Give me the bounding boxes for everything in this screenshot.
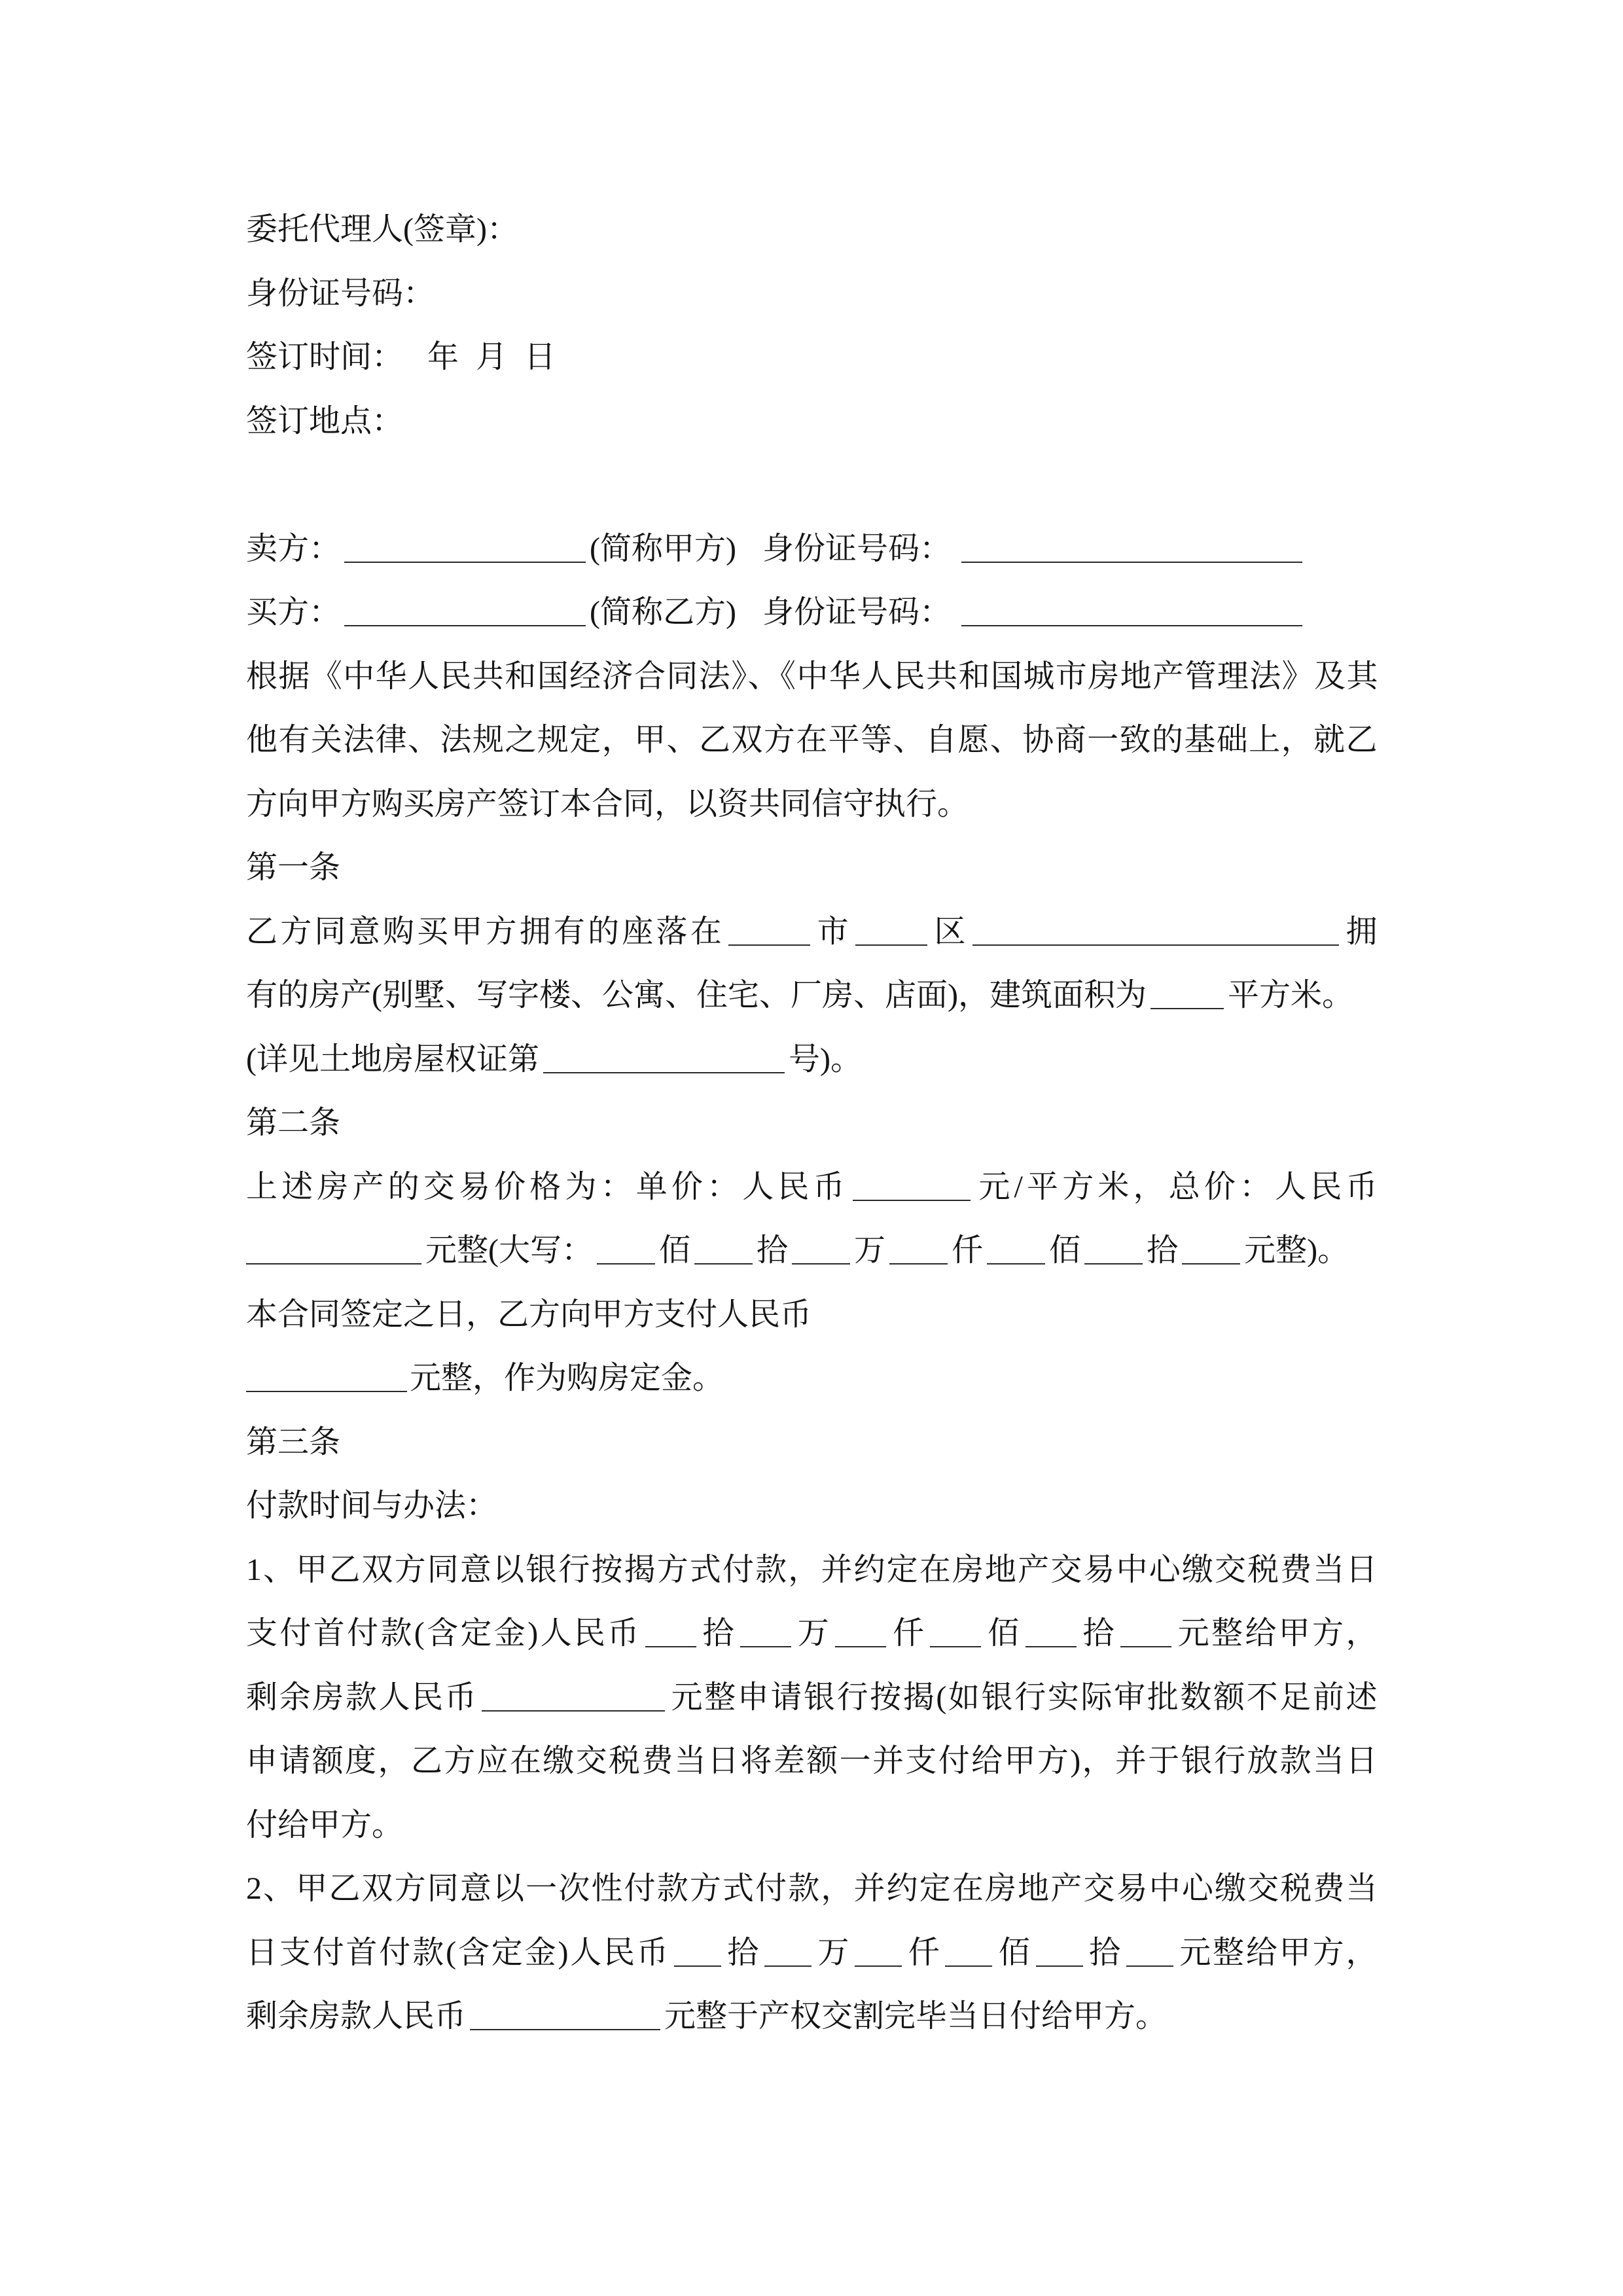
- deposit-amount-blank: [246, 1365, 407, 1392]
- lump-sum-dp-blank-1: [674, 1939, 721, 1967]
- id-number-label: 身份证号码：: [246, 276, 435, 311]
- lump-sum-unit-wan: 万: [815, 1935, 851, 1970]
- article-1-area-line: [246, 963, 1424, 1028]
- sign-date-year: 年: [427, 340, 459, 374]
- area-unit: 平方米。: [1227, 978, 1353, 1013]
- price-words-label: 元整(大写：: [425, 1233, 593, 1268]
- article-1-location-end: 拥: [1342, 914, 1377, 949]
- city-blank: [728, 918, 810, 946]
- sign-date-month: 月: [476, 340, 508, 374]
- mortgage-line-5: 付给甲方。: [246, 1807, 404, 1842]
- contract-body: [246, 198, 1424, 2049]
- mortgage-remainder-blank: [482, 1684, 665, 1712]
- article-1-certificate-line: [246, 1028, 1424, 1092]
- lump-sum-remainder-line: [246, 1984, 1424, 2049]
- mortgage-unit-shi-2: 拾: [1080, 1616, 1116, 1651]
- certificate-end: 号)。: [789, 1041, 862, 1077]
- lump-sum-remainder-blank: [470, 2003, 660, 2030]
- lump-sum-unit-qian: 仟: [906, 1935, 942, 1970]
- sign-place-label: 签订地点：: [246, 403, 404, 439]
- article-2-deposit-amount-line: [246, 1346, 1424, 1410]
- mortgage-dp-blank-3: [835, 1620, 886, 1647]
- mortgage-remainder-text: 剩余房款人民币: [246, 1679, 478, 1715]
- article-1-title: 第一条: [246, 850, 341, 885]
- unit-price-blank: [853, 1174, 971, 1201]
- sign-date-day: 日: [524, 340, 556, 374]
- ten-blank: [1084, 1237, 1143, 1265]
- article-3-title: 第三条: [246, 1424, 341, 1460]
- ten-million-blank: [694, 1237, 753, 1265]
- mortgage-unit-shi: 拾: [700, 1616, 736, 1651]
- mortgage-line-1: 1、甲乙双方同意以银行按揭方式付款，并约定在房地产交易中心缴交税费当日: [246, 1552, 1377, 1587]
- yuan-blank: [1182, 1237, 1240, 1265]
- unit-price-text: 上述房产的交易价格为：单价：人民币: [246, 1169, 849, 1204]
- article-2-price-words-line: [246, 1219, 1424, 1283]
- district-blank: [855, 918, 927, 946]
- section-spacer: [246, 453, 1424, 517]
- article-3-subtitle: 付款时间与办法：: [246, 1488, 498, 1523]
- price-words-end: 元整)。: [1244, 1233, 1349, 1268]
- lump-sum-unit-shi-2: 拾: [1086, 1935, 1122, 1970]
- seller-name-blank: [344, 535, 586, 563]
- district-label: 区: [931, 914, 969, 949]
- unit-shi: 拾: [757, 1233, 789, 1268]
- article-2-title: 第二条: [246, 1105, 341, 1140]
- lump-sum-dp-blank-3: [855, 1939, 902, 1967]
- lump-sum-down-payment-line: [246, 1921, 1377, 1985]
- article-2-deposit-line: 本合同签定之日，乙方向甲方支付人民币: [246, 1297, 812, 1332]
- unit-bai: 佰: [659, 1233, 691, 1268]
- lump-sum-down-payment-text: 日支付首付款(含定金)人民币: [246, 1935, 670, 1970]
- preamble-line-1: 根据《中华人民共和国经济合同法》、《中华人民共和国城市房地产管理法》及其: [246, 658, 1377, 694]
- article-2-price-line: [246, 1155, 1377, 1219]
- agent-signature-label: 委托代理人(签章)：: [246, 212, 518, 247]
- seller-label: 卖方：: [246, 531, 341, 566]
- buyer-line: [246, 581, 1424, 645]
- area-blank: [1150, 982, 1224, 1009]
- certificate-text: (详见土地房屋权证第: [246, 1041, 539, 1077]
- mortgage-remainder-line: [246, 1666, 1377, 1730]
- mortgage-unit-qian: 仟: [890, 1616, 927, 1651]
- buyer-alias: (简称乙方): [590, 595, 736, 630]
- mortgage-remainder-end: 元整申请银行按揭(如银行实际审批数额不足前述: [669, 1679, 1377, 1715]
- mortgage-dp-blank-5: [1026, 1620, 1077, 1647]
- article-1-area-text: 有的房产(别墅、写字楼、公寓、住宅、厂房、店面)，建筑面积为: [246, 978, 1147, 1013]
- sign-date-label: 签订时间：: [246, 340, 404, 374]
- lump-sum-dp-blank-4: [945, 1939, 992, 1967]
- buyer-id-label: 身份证号码：: [762, 595, 952, 630]
- mortgage-down-payment-text: 支付首付款(含定金)人民币: [246, 1616, 641, 1651]
- mortgage-dp-blank-4: [930, 1620, 981, 1647]
- lump-sum-remainder-text: 剩余房款人民币: [246, 1999, 467, 2034]
- seller-id-blank: [961, 535, 1302, 563]
- article-1-location-line: [246, 900, 1377, 964]
- lump-sum-unit-shi: 拾: [724, 1935, 761, 1970]
- hundred-million-blank: [597, 1237, 655, 1265]
- lump-sum-dp-blank-6: [1126, 1939, 1173, 1967]
- lump-sum-unit-bai: 佰: [996, 1935, 1032, 1970]
- ten-thousand-blank: [792, 1237, 850, 1265]
- hundred-blank: [987, 1237, 1045, 1265]
- sign-place-line: [246, 389, 1424, 454]
- mortgage-down-payment-line: [246, 1602, 1377, 1666]
- lump-sum-dp-blank-2: [764, 1939, 812, 1967]
- total-price-text: 元/平方米，总价：人民币: [974, 1169, 1377, 1204]
- buyer-label: 买方：: [246, 595, 341, 630]
- lump-sum-line-1: 2、甲乙双方同意以一次性付款方式付款，并约定在房地产交易中心缴交税费当: [246, 1871, 1377, 1906]
- total-price-blank: [246, 1237, 421, 1265]
- buyer-id-blank: [961, 599, 1302, 626]
- unit-bai-2: 佰: [1049, 1233, 1081, 1268]
- buyer-name-blank: [344, 599, 586, 626]
- unit-wan: 万: [854, 1233, 886, 1268]
- seller-id-label: 身份证号码：: [762, 531, 952, 566]
- deposit-text: 元整，作为购房定金。: [410, 1361, 724, 1395]
- mortgage-line-4: 申请额度，乙方应在缴交税费当日将差额一并支付给甲方)，并于银行放款当日: [246, 1744, 1377, 1778]
- id-number-line: [246, 262, 1424, 326]
- mortgage-unit-wan: 万: [794, 1616, 832, 1651]
- mortgage-dp-blank-2: [740, 1620, 791, 1647]
- lump-sum-dp-blank-5: [1036, 1939, 1083, 1967]
- sign-date-line: [246, 325, 1424, 389]
- lump-sum-down-payment-end: 元整给甲方，: [1177, 1935, 1377, 1970]
- agent-signature-line: [246, 198, 1424, 262]
- lump-sum-remainder-end: 元整于产权交割完毕当日付给甲方。: [664, 1999, 1168, 2034]
- mortgage-down-payment-end: 元整给甲方，: [1175, 1616, 1377, 1651]
- seller-line: [246, 517, 1424, 581]
- city-label: 市: [813, 914, 851, 949]
- thousand-blank: [889, 1237, 948, 1265]
- mortgage-dp-blank-1: [645, 1620, 696, 1647]
- mortgage-dp-blank-6: [1120, 1620, 1171, 1647]
- seller-alias: (简称甲方): [590, 531, 736, 566]
- unit-shi-2: 拾: [1147, 1233, 1179, 1268]
- certificate-number-blank: [543, 1046, 785, 1073]
- preamble-line-2: 他有关法律、法规之规定，甲、乙双方在平等、自愿、协商一致的基础上，就乙: [246, 723, 1377, 757]
- unit-qian: 仟: [952, 1233, 984, 1268]
- preamble-line-3: 方向甲方购买房产签订本合同，以资共同信守执行。: [246, 786, 969, 821]
- article-1-location-text: 乙方同意购买甲方拥有的座落在: [246, 914, 724, 949]
- address-blank: [972, 918, 1339, 946]
- mortgage-unit-bai: 佰: [985, 1616, 1022, 1651]
